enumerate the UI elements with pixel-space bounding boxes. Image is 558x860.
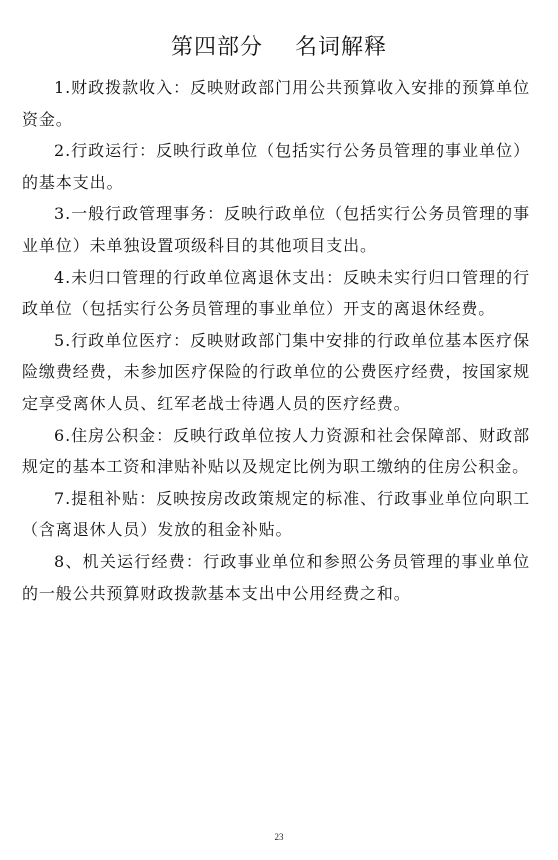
glossary-body — [22, 72, 530, 609]
term-housing-provident-fund: 6.住房公积金：反映行政单位按人力资源和社会保障部、财政部规定的基本工资和津贴补贴以及规定比例为职工缴纳的住房公积金。 — [22, 425, 530, 477]
term-general-administrative-affairs: 3.一般行政管理事务：反映行政单位（包括实行公务员管理的事业单位）未单独设置项级科目的其他项目支出。 — [22, 204, 530, 255]
term-administrative-operation: 2.行政运行：反映行政单位（包括实行公务员管理的事业单位）的基本支出。 — [22, 141, 530, 192]
term-rent-subsidy: 7.提租补贴：反映按房改政策规定的标准、行政事业单位向职工（含离退休人员）发放的租金补贴。 — [22, 488, 530, 540]
term-administrative-medical: 5.行政单位医疗：反映财政部门集中安排的行政单位基本医疗保险缴费经费，未参加医疗保险的行政单位的公费医疗经费，按国家规定享受离休人员、红军老战士待遇人员的医疗经费。 — [22, 330, 530, 413]
page-number: 23 — [274, 832, 284, 842]
section-title: 第四部分 名词解释 — [171, 35, 387, 60]
term-fiscal-appropriation-income: 1.财政拨款收入：反映财政部门用公共预算收入安排的预算单位资金。 — [22, 78, 530, 129]
term-agency-operating-expenses: 8、机关运行经费：行政事业单位和参照公务员管理的事业单位的一般公共预算财政拨款基本支出中公用经费之和。 — [22, 551, 530, 603]
term-retiree-expenditure: 4.未归口管理的行政单位离退休支出：反映未实行归口管理的行政单位（包括实行公务员管理的事业单位）开支的离退休经费。 — [22, 267, 530, 319]
